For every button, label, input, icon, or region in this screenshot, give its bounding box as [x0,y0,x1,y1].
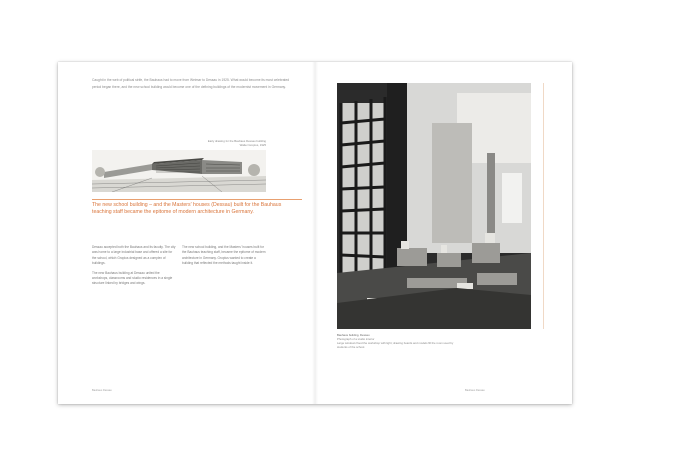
building-sketch-drawing [92,150,266,192]
photo-caption-sub: Photograph of a studio interior [337,336,375,341]
body-column-1 [92,245,176,291]
photo-caption [337,334,457,350]
photo-caption-title: Bauhaus building, Dessau [337,333,370,337]
intro-text: Caught in the web of political strife, the Bauhaus had to move from Weimar to Dessau in 1925. What would become its most celebrated period began there, and the new school building would become one of the defining buildings of the modernist movement in Germany. [92,78,290,89]
left-footer: Bauhaus Dessau [92,389,112,392]
body-paragraph: The new school building, and the Masters' houses built for the Bauhaus teaching staff, became the epitome of modern architecture in Germany. Gropius wanted to create a building that reflected the methods taught inside it. [182,245,266,266]
right-footer: Bauhaus Dessau [465,389,485,392]
right-page [315,62,572,404]
studio-photo-image [337,83,531,329]
building-sketch-image [92,150,266,192]
body-paragraph: Dessau accepted both the Bauhaus and its faculty. The city was home to a large industrial base and offered a site for the school, which Gropius designed as a complex of buildings. [92,245,176,266]
book-spread [58,62,572,404]
body-paragraph: The new Bauhaus building at Dessau united the workshops, classrooms and studio residences in a single structure linked by bridges and wings. [92,270,173,286]
right-rule [543,83,544,329]
body-column-2 [182,245,266,271]
pull-quote: The new school building – and the Masters' houses (Dessau) built for the Bauhaus teaching staff became the epitome of modern architecture in Germany. [92,202,282,215]
studio-photo [337,83,531,329]
orange-rule [92,199,302,200]
left-page [58,62,315,404]
sketch-caption-title: Early drawing for the Bauhaus Dessau building [207,139,266,143]
photo-caption-body: Large windows flood the workshop with light; drawing boards and models fill the room used by students of the school. [337,340,454,349]
sketch-caption [186,140,266,148]
sketch-caption-sub: Walter Gropius, 1925 [239,142,266,147]
